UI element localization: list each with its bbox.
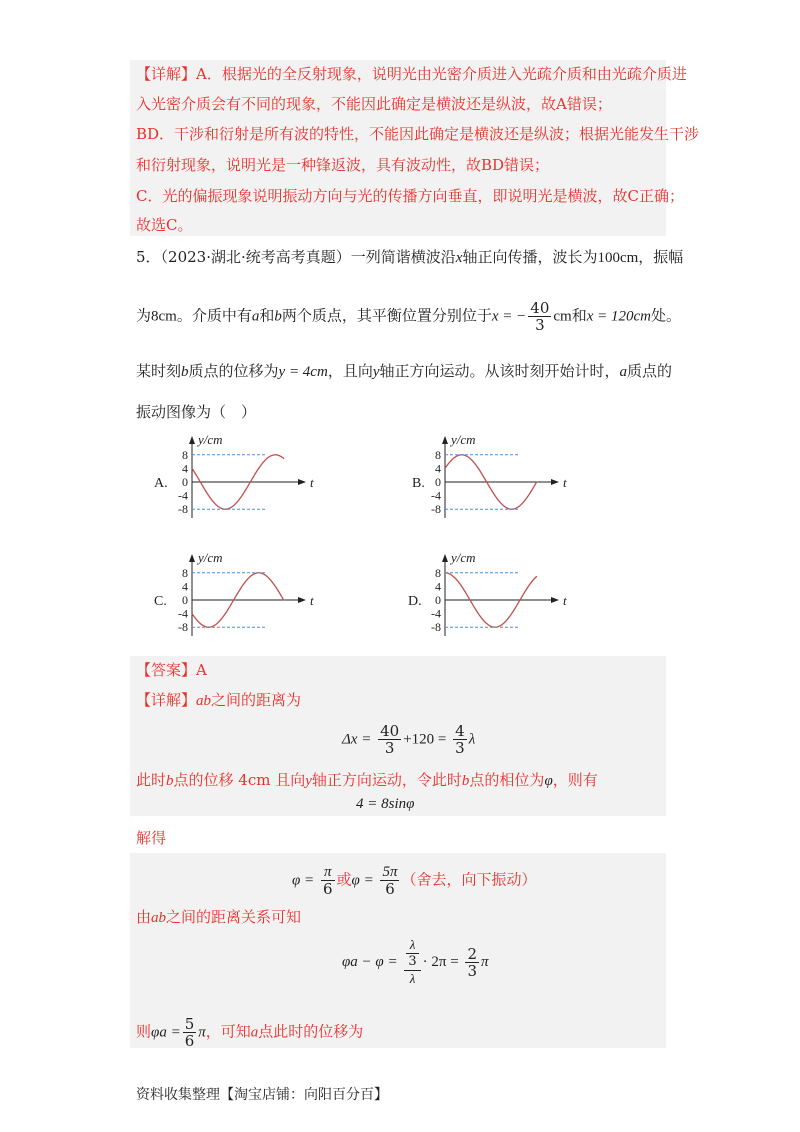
t-axis-label: t [563, 475, 567, 490]
y-tick-label: 8 [435, 447, 441, 462]
y-axis-label: y/cm [198, 432, 223, 447]
y-tick-label: 0 [435, 475, 441, 489]
y-tick-label: -4 [431, 488, 441, 503]
explain-line-6: 故选C。 [136, 216, 193, 234]
explain-line-3: BD．干涉和衍射是所有波的特性，不能因此确定是横波还是纵波；根据光能发生干涉 [136, 125, 700, 143]
footer-text: 资料收集整理【淘宝店铺：向阳百分百】 [136, 1087, 388, 1103]
explain-line-2: 入光密介质会有不同的现象，不能因此确定是横波还是纵波，故A错误； [136, 95, 612, 113]
y-axis-arrow [442, 436, 448, 444]
option-graph-3 [154, 550, 314, 636]
equation-1: Δx = $\frac{40}{3}$ +120 = $\frac{4}{3}$ λ [342, 722, 476, 757]
y-tick-label: 0 [182, 475, 188, 489]
option-graph-1 [154, 432, 314, 518]
t-axis-label: t [310, 593, 314, 608]
y-tick-label: -8 [431, 620, 441, 635]
y-tick-label: 4 [435, 461, 441, 476]
explain-line-5: C．光的偏振现象说明振动方向与光的传播方向垂直，即说明光是横波，故C正确； [136, 187, 684, 205]
y-tick-label: 8 [435, 565, 441, 580]
detail-line: 【详解】ab之间的距离为 [136, 691, 302, 709]
y-tick-label: -8 [178, 502, 188, 517]
option-label: D. [408, 594, 422, 609]
xa-fraction: $\frac{40}{3}$ [530, 299, 550, 334]
answer-label: 【答案】A [136, 661, 207, 679]
question-line-4: 振动图像为（ ） [136, 403, 257, 421]
y-tick-label: 8 [182, 565, 188, 580]
t-axis-arrow [298, 597, 306, 603]
y-tick-label: 0 [182, 593, 188, 607]
question-line-2: 为8cm。介质中有a和b两个质点，其平衡位置分别位于x = − $\frac{40}{3}$ cm和x = 120cm处。 [136, 299, 682, 334]
phase-line: 此时b点的位移 4cm 且向y轴正方向运动，令此时b点的相位为φ，则有 [136, 771, 598, 789]
t-axis-arrow [551, 597, 559, 603]
y-axis-arrow [189, 554, 195, 562]
option-label: C. [154, 594, 167, 609]
explain-line-4: 和衍射现象，说明光是一种锋返波，具有波动性，故BD错误； [136, 156, 550, 174]
explain-line-1: 【详解】A．根据光的全反射现象，说明光由光密介质进入光疏介质和由光疏介质进 [136, 65, 687, 83]
question-line-3: 某时刻b质点的位移为y = 4cm，且向y轴正方向运动。从该时刻开始计时，a质点的 [136, 362, 673, 380]
option-graph-2 [412, 432, 567, 518]
equation-3: φ = $\frac{\pi}{6}$ 或φ = $\frac{5\pi}{6}$ （舍去，向下振动） [292, 864, 537, 898]
y-tick-label: -4 [431, 606, 441, 621]
y-axis-label: y/cm [451, 550, 476, 565]
solve-label: 解得 [136, 829, 167, 847]
option-label: B. [412, 476, 425, 491]
y-axis-label: y/cm [198, 550, 223, 565]
t-axis-label: t [563, 593, 567, 608]
y-tick-label: 8 [182, 447, 188, 462]
y-tick-label: 4 [435, 579, 441, 594]
y-tick-label: -4 [178, 488, 188, 503]
then-line: 则φa = $\frac{5}{6}$ π，可知a点此时的位移为 [136, 1015, 364, 1050]
t-axis-arrow [551, 479, 559, 485]
explanation-box [130, 60, 666, 236]
y-axis-arrow [189, 436, 195, 444]
relation-line: 由ab之间的距离关系可知 [136, 908, 302, 926]
y-tick-label: -8 [178, 620, 188, 635]
y-tick-label: 4 [182, 461, 188, 476]
option-label: A. [154, 476, 168, 491]
t-axis-label: t [310, 475, 314, 490]
question-line-1: 5．（2023·湖北·统考高考真题）一列简谐横波沿x轴正向传播，波长为100cm，振幅 [136, 248, 684, 266]
y-tick-label: -4 [178, 606, 188, 621]
y-axis-label: y/cm [451, 432, 476, 447]
t-axis-arrow [298, 479, 306, 485]
option-graph-4 [408, 550, 567, 636]
y-tick-label: -8 [431, 502, 441, 517]
options-graphs [140, 425, 600, 655]
equation-2: 4 = 8sinφ [356, 796, 415, 812]
y-tick-label: 0 [435, 593, 441, 607]
equation-4: φa − φ = $\frac{\frac{\lambda}{3}}{\lambda}$ · 2π = $\frac{2}{3}$ π [342, 937, 489, 986]
y-tick-label: 4 [182, 579, 188, 594]
y-axis-arrow [442, 554, 448, 562]
